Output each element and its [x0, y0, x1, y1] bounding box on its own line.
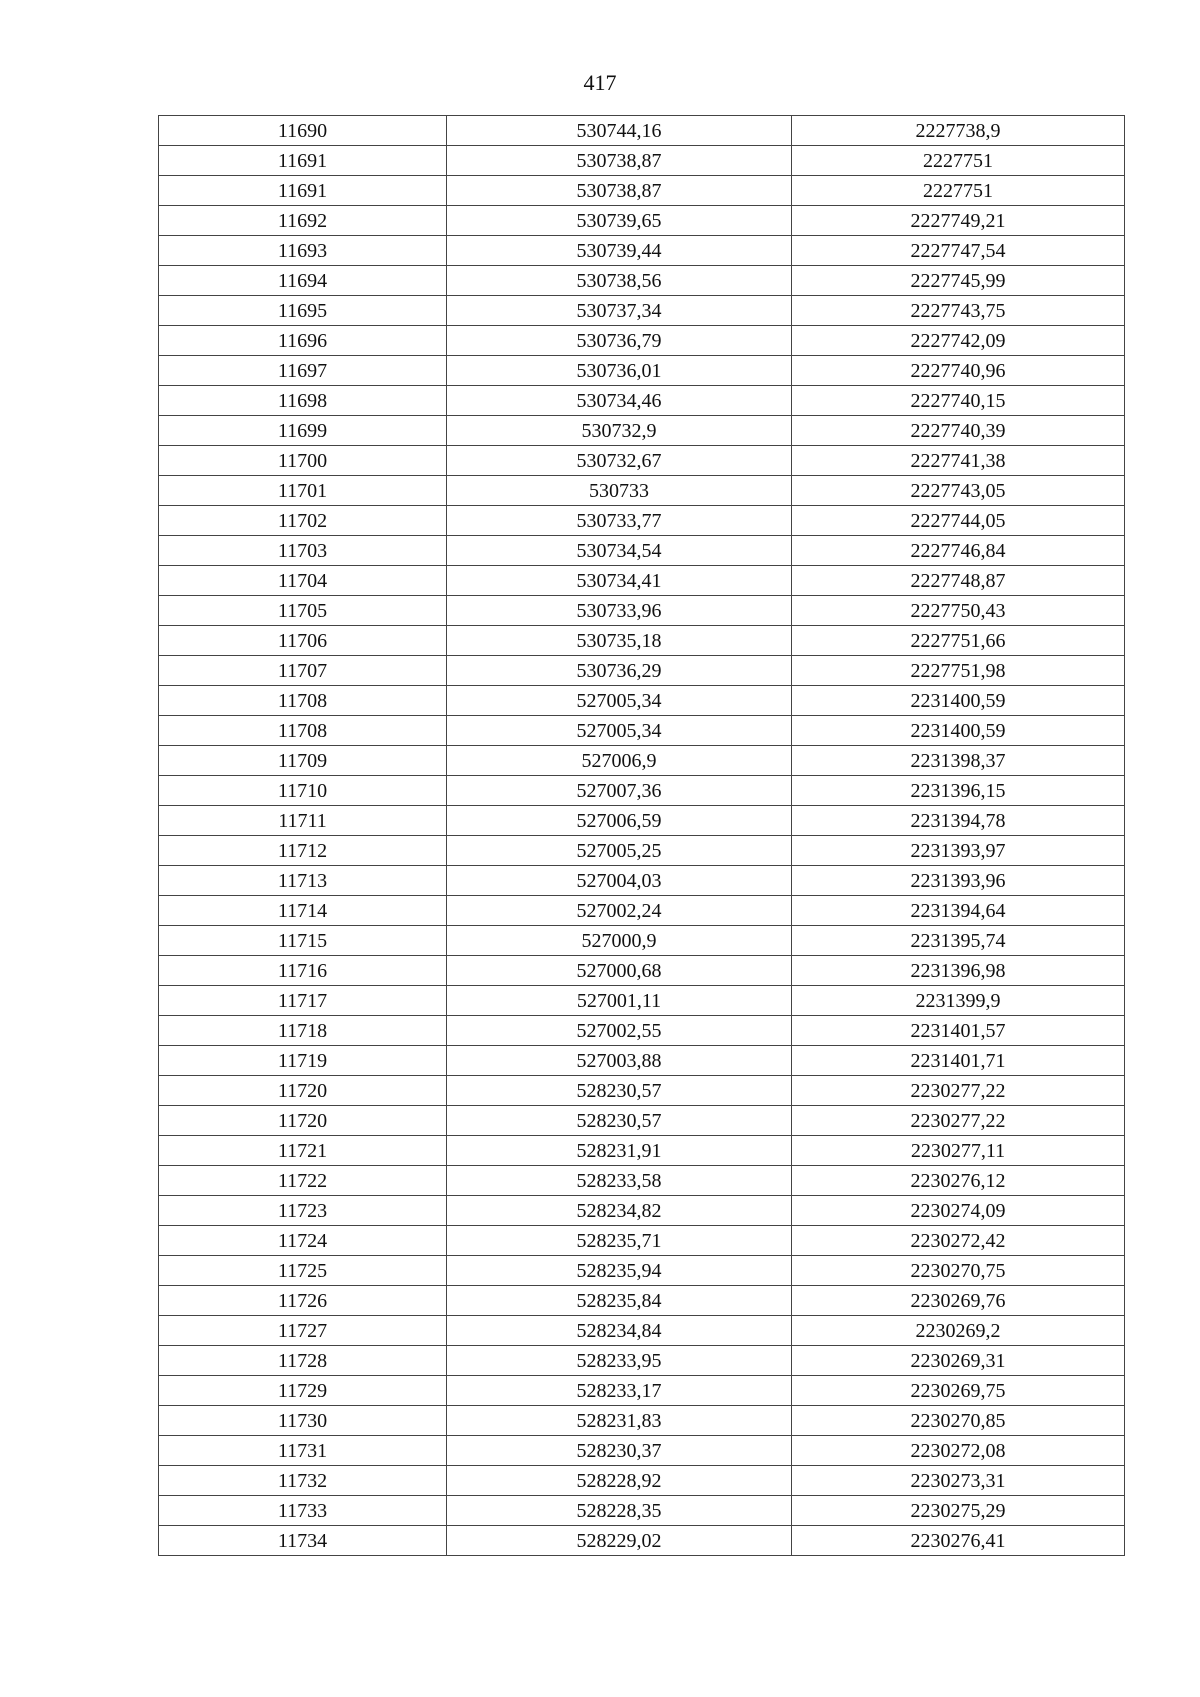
y-coordinate-cell: 2230269,2 — [792, 1316, 1125, 1346]
table-row — [159, 806, 1125, 836]
y-coordinate-cell: 2231401,57 — [792, 1016, 1125, 1046]
x-coordinate-cell: 530736,79 — [447, 326, 792, 356]
y-coordinate-cell: 2227751,66 — [792, 626, 1125, 656]
y-coordinate-cell: 2231400,59 — [792, 686, 1125, 716]
table-row — [159, 686, 1125, 716]
table-row — [159, 1196, 1125, 1226]
x-coordinate-cell: 530735,18 — [447, 626, 792, 656]
table-row — [159, 476, 1125, 506]
y-coordinate-cell: 2230269,75 — [792, 1376, 1125, 1406]
point-number-cell: 11704 — [159, 566, 447, 596]
point-number-cell: 11700 — [159, 446, 447, 476]
y-coordinate-cell: 2227751,98 — [792, 656, 1125, 686]
table-row — [159, 1076, 1125, 1106]
x-coordinate-cell: 528230,57 — [447, 1106, 792, 1136]
coordinates-table-body — [159, 116, 1125, 1556]
point-number-cell: 11729 — [159, 1376, 447, 1406]
x-coordinate-cell: 530736,01 — [447, 356, 792, 386]
x-coordinate-cell: 527006,59 — [447, 806, 792, 836]
y-coordinate-cell: 2231396,15 — [792, 776, 1125, 806]
x-coordinate-cell: 530739,44 — [447, 236, 792, 266]
y-coordinate-cell: 2230276,41 — [792, 1526, 1125, 1556]
point-number-cell: 11708 — [159, 686, 447, 716]
point-number-cell: 11721 — [159, 1136, 447, 1166]
table-row — [159, 746, 1125, 776]
table-row — [159, 1316, 1125, 1346]
x-coordinate-cell: 530744,16 — [447, 116, 792, 146]
y-coordinate-cell: 2230274,09 — [792, 1196, 1125, 1226]
table-row — [159, 446, 1125, 476]
y-coordinate-cell: 2227750,43 — [792, 596, 1125, 626]
x-coordinate-cell: 528229,02 — [447, 1526, 792, 1556]
table-row — [159, 1466, 1125, 1496]
y-coordinate-cell: 2230269,76 — [792, 1286, 1125, 1316]
table-row — [159, 146, 1125, 176]
table-row — [159, 1106, 1125, 1136]
x-coordinate-cell: 527007,36 — [447, 776, 792, 806]
y-coordinate-cell: 2227740,39 — [792, 416, 1125, 446]
table-row — [159, 566, 1125, 596]
table-row — [159, 626, 1125, 656]
point-number-cell: 11691 — [159, 176, 447, 206]
table-row — [159, 776, 1125, 806]
table-row — [159, 206, 1125, 236]
x-coordinate-cell: 527004,03 — [447, 866, 792, 896]
point-number-cell: 11706 — [159, 626, 447, 656]
table-row — [159, 866, 1125, 896]
y-coordinate-cell: 2231394,78 — [792, 806, 1125, 836]
y-coordinate-cell: 2227744,05 — [792, 506, 1125, 536]
table-row — [159, 536, 1125, 566]
y-coordinate-cell: 2230272,08 — [792, 1436, 1125, 1466]
x-coordinate-cell: 530733,77 — [447, 506, 792, 536]
point-number-cell: 11708 — [159, 716, 447, 746]
point-number-cell: 11703 — [159, 536, 447, 566]
y-coordinate-cell: 2227743,75 — [792, 296, 1125, 326]
x-coordinate-cell: 530733,96 — [447, 596, 792, 626]
point-number-cell: 11695 — [159, 296, 447, 326]
table-row — [159, 1166, 1125, 1196]
y-coordinate-cell: 2231401,71 — [792, 1046, 1125, 1076]
table-row — [159, 926, 1125, 956]
point-number-cell: 11732 — [159, 1466, 447, 1496]
x-coordinate-cell: 527005,25 — [447, 836, 792, 866]
point-number-cell: 11711 — [159, 806, 447, 836]
x-coordinate-cell: 527003,88 — [447, 1046, 792, 1076]
point-number-cell: 11719 — [159, 1046, 447, 1076]
y-coordinate-cell: 2227751 — [792, 146, 1125, 176]
table-row — [159, 836, 1125, 866]
x-coordinate-cell: 527001,11 — [447, 986, 792, 1016]
y-coordinate-cell: 2230270,75 — [792, 1256, 1125, 1286]
x-coordinate-cell: 528235,84 — [447, 1286, 792, 1316]
point-number-cell: 11730 — [159, 1406, 447, 1436]
x-coordinate-cell: 527005,34 — [447, 686, 792, 716]
y-coordinate-cell: 2227751 — [792, 176, 1125, 206]
point-number-cell: 11698 — [159, 386, 447, 416]
point-number-cell: 11715 — [159, 926, 447, 956]
point-number-cell: 11727 — [159, 1316, 447, 1346]
y-coordinate-cell: 2231393,97 — [792, 836, 1125, 866]
point-number-cell: 11705 — [159, 596, 447, 626]
x-coordinate-cell: 530738,56 — [447, 266, 792, 296]
point-number-cell: 11722 — [159, 1166, 447, 1196]
table-row — [159, 596, 1125, 626]
table-row — [159, 956, 1125, 986]
table-row — [159, 236, 1125, 266]
x-coordinate-cell: 530739,65 — [447, 206, 792, 236]
y-coordinate-cell: 2230269,31 — [792, 1346, 1125, 1376]
point-number-cell: 11690 — [159, 116, 447, 146]
y-coordinate-cell: 2227738,9 — [792, 116, 1125, 146]
x-coordinate-cell: 530734,46 — [447, 386, 792, 416]
point-number-cell: 11712 — [159, 836, 447, 866]
y-coordinate-cell: 2227746,84 — [792, 536, 1125, 566]
point-number-cell: 11696 — [159, 326, 447, 356]
point-number-cell: 11718 — [159, 1016, 447, 1046]
point-number-cell: 11733 — [159, 1496, 447, 1526]
point-number-cell: 11694 — [159, 266, 447, 296]
y-coordinate-cell: 2231399,9 — [792, 986, 1125, 1016]
x-coordinate-cell: 530734,54 — [447, 536, 792, 566]
x-coordinate-cell: 528234,82 — [447, 1196, 792, 1226]
table-row — [159, 716, 1125, 746]
table-row — [159, 1286, 1125, 1316]
table-row — [159, 1346, 1125, 1376]
table-row — [159, 176, 1125, 206]
y-coordinate-cell: 2227743,05 — [792, 476, 1125, 506]
point-number-cell: 11725 — [159, 1256, 447, 1286]
table-row — [159, 1496, 1125, 1526]
y-coordinate-cell: 2230277,11 — [792, 1136, 1125, 1166]
table-row — [159, 266, 1125, 296]
x-coordinate-cell: 530736,29 — [447, 656, 792, 686]
table-row — [159, 1376, 1125, 1406]
table-row — [159, 356, 1125, 386]
point-number-cell: 11693 — [159, 236, 447, 266]
y-coordinate-cell: 2231394,64 — [792, 896, 1125, 926]
point-number-cell: 11726 — [159, 1286, 447, 1316]
point-number-cell: 11709 — [159, 746, 447, 776]
x-coordinate-cell: 528233,17 — [447, 1376, 792, 1406]
y-coordinate-cell: 2227741,38 — [792, 446, 1125, 476]
y-coordinate-cell: 2230277,22 — [792, 1076, 1125, 1106]
point-number-cell: 11734 — [159, 1526, 447, 1556]
y-coordinate-cell: 2227747,54 — [792, 236, 1125, 266]
x-coordinate-cell: 530738,87 — [447, 146, 792, 176]
coordinates-table — [158, 115, 1125, 1556]
table-row — [159, 986, 1125, 1016]
x-coordinate-cell: 527000,9 — [447, 926, 792, 956]
x-coordinate-cell: 528235,71 — [447, 1226, 792, 1256]
y-coordinate-cell: 2227749,21 — [792, 206, 1125, 236]
point-number-cell: 11728 — [159, 1346, 447, 1376]
y-coordinate-cell: 2231395,74 — [792, 926, 1125, 956]
x-coordinate-cell: 528235,94 — [447, 1256, 792, 1286]
y-coordinate-cell: 2231393,96 — [792, 866, 1125, 896]
x-coordinate-cell: 528231,91 — [447, 1136, 792, 1166]
x-coordinate-cell: 528230,37 — [447, 1436, 792, 1466]
y-coordinate-cell: 2230277,22 — [792, 1106, 1125, 1136]
x-coordinate-cell: 527006,9 — [447, 746, 792, 776]
table-row — [159, 1136, 1125, 1166]
point-number-cell: 11697 — [159, 356, 447, 386]
point-number-cell: 11717 — [159, 986, 447, 1016]
y-coordinate-cell: 2230276,12 — [792, 1166, 1125, 1196]
x-coordinate-cell: 530734,41 — [447, 566, 792, 596]
x-coordinate-cell: 528233,58 — [447, 1166, 792, 1196]
x-coordinate-cell: 528228,35 — [447, 1496, 792, 1526]
point-number-cell: 11720 — [159, 1076, 447, 1106]
x-coordinate-cell: 528233,95 — [447, 1346, 792, 1376]
point-number-cell: 11691 — [159, 146, 447, 176]
table-row — [159, 386, 1125, 416]
point-number-cell: 11702 — [159, 506, 447, 536]
table-row — [159, 296, 1125, 326]
point-number-cell: 11692 — [159, 206, 447, 236]
table-row — [159, 116, 1125, 146]
point-number-cell: 11713 — [159, 866, 447, 896]
table-row — [159, 506, 1125, 536]
y-coordinate-cell: 2230273,31 — [792, 1466, 1125, 1496]
x-coordinate-cell: 528228,92 — [447, 1466, 792, 1496]
x-coordinate-cell: 528234,84 — [447, 1316, 792, 1346]
point-number-cell: 11716 — [159, 956, 447, 986]
x-coordinate-cell: 530738,87 — [447, 176, 792, 206]
y-coordinate-cell: 2230272,42 — [792, 1226, 1125, 1256]
point-number-cell: 11714 — [159, 896, 447, 926]
x-coordinate-cell: 528231,83 — [447, 1406, 792, 1436]
point-number-cell: 11707 — [159, 656, 447, 686]
table-row — [159, 1046, 1125, 1076]
x-coordinate-cell: 530733 — [447, 476, 792, 506]
point-number-cell: 11723 — [159, 1196, 447, 1226]
point-number-cell: 11699 — [159, 416, 447, 446]
x-coordinate-cell: 527002,24 — [447, 896, 792, 926]
point-number-cell: 11710 — [159, 776, 447, 806]
point-number-cell: 11701 — [159, 476, 447, 506]
y-coordinate-cell: 2231398,37 — [792, 746, 1125, 776]
table-row — [159, 896, 1125, 926]
table-row — [159, 326, 1125, 356]
x-coordinate-cell: 530732,67 — [447, 446, 792, 476]
y-coordinate-cell: 2227748,87 — [792, 566, 1125, 596]
table-row — [159, 1016, 1125, 1046]
page-number: 417 — [583, 70, 617, 95]
table-row — [159, 1256, 1125, 1286]
y-coordinate-cell: 2230270,85 — [792, 1406, 1125, 1436]
y-coordinate-cell: 2231396,98 — [792, 956, 1125, 986]
y-coordinate-cell: 2227745,99 — [792, 266, 1125, 296]
x-coordinate-cell: 527002,55 — [447, 1016, 792, 1046]
x-coordinate-cell: 530732,9 — [447, 416, 792, 446]
y-coordinate-cell: 2227742,09 — [792, 326, 1125, 356]
point-number-cell: 11720 — [159, 1106, 447, 1136]
point-number-cell: 11731 — [159, 1436, 447, 1466]
y-coordinate-cell: 2231400,59 — [792, 716, 1125, 746]
table-row — [159, 1406, 1125, 1436]
x-coordinate-cell: 527005,34 — [447, 716, 792, 746]
table-row — [159, 1436, 1125, 1466]
x-coordinate-cell: 527000,68 — [447, 956, 792, 986]
y-coordinate-cell: 2227740,15 — [792, 386, 1125, 416]
x-coordinate-cell: 528230,57 — [447, 1076, 792, 1106]
y-coordinate-cell: 2230275,29 — [792, 1496, 1125, 1526]
table-row — [159, 656, 1125, 686]
table-row — [159, 1526, 1125, 1556]
table-row — [159, 1226, 1125, 1256]
point-number-cell: 11724 — [159, 1226, 447, 1256]
x-coordinate-cell: 530737,34 — [447, 296, 792, 326]
y-coordinate-cell: 2227740,96 — [792, 356, 1125, 386]
table-row — [159, 416, 1125, 446]
